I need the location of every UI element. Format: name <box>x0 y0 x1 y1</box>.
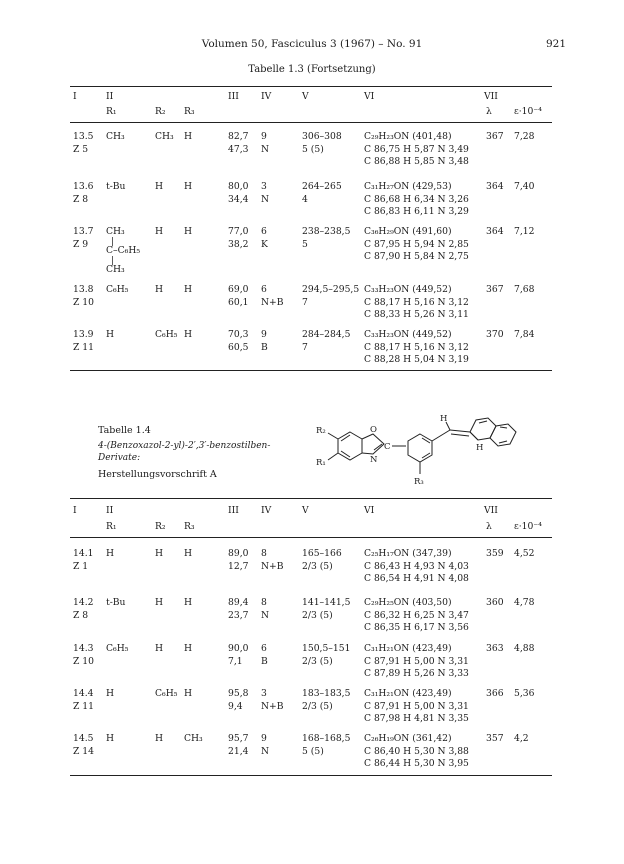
melting-point: 264–265 <box>302 181 342 192</box>
col-iv-value: 3 <box>261 688 267 699</box>
col-iv-value: 9 <box>261 131 267 142</box>
col-iii-value: 69,0 <box>228 284 249 295</box>
epsilon-value: 7,40 <box>514 181 535 192</box>
col-iv-value: 8 <box>261 597 267 608</box>
col-iii-value: 34,4 <box>228 193 249 205</box>
compound-number: Z 10 <box>73 655 94 667</box>
substituent-r1: t-Bu <box>106 181 126 192</box>
epsilon-value: 4,2 <box>514 733 529 744</box>
substituent-r2: CH₃ <box>155 131 174 142</box>
melting-point: 2/3 (5) <box>302 655 333 667</box>
substituent-r1: H <box>106 329 115 340</box>
substituent-r2: H <box>155 733 164 744</box>
elemental-analysis: C 87,91 H 5,00 N 3,31 <box>364 655 469 667</box>
substituent-r3: H <box>184 597 193 608</box>
substituent-r1: C₆H₅ <box>106 643 129 654</box>
elemental-analysis: C 88,33 H 5,26 N 3,11 <box>364 309 469 321</box>
col-iii-header: III <box>228 91 239 102</box>
col-vii-header: VII <box>484 91 498 102</box>
compound-number: Z 1 <box>73 560 89 572</box>
compound-number: 14.4 <box>73 688 94 699</box>
elemental-analysis: C 87,98 H 4,81 N 3,35 <box>364 713 469 725</box>
substituent-r2: C₆H₅ <box>155 329 178 340</box>
col-iv-value: N+B <box>261 296 284 308</box>
molecular-formula: C₃₆H₂₉ON (491,60) <box>364 226 452 237</box>
substituent-r2: H <box>155 597 164 608</box>
table1-bottom-rule <box>70 370 552 371</box>
col-iv-value: N <box>261 609 270 621</box>
elemental-analysis: C 86,40 H 5,30 N 3,88 <box>364 745 469 757</box>
molecular-formula: C₂₆H₁₉ON (361,42) <box>364 733 452 744</box>
col-iv-value: N <box>261 193 270 205</box>
elemental-analysis: C 86,54 H 4,91 N 4,08 <box>364 573 469 585</box>
substituent-r2: C₆H₅ <box>155 688 178 699</box>
elemental-analysis: C 87,95 H 5,94 N 2,85 <box>364 238 469 250</box>
epsilon-value: 4,78 <box>514 597 535 608</box>
compound-number: Z 5 <box>73 143 89 155</box>
substituent-r3: H <box>184 226 193 237</box>
col-iv-value: 8 <box>261 548 267 559</box>
molecular-formula: C₃₃H₂₃ON (449,52) <box>364 329 452 340</box>
col-vi-header: VI <box>364 505 375 516</box>
substituent-r1: H <box>106 733 115 744</box>
compound-number: 14.1 <box>73 548 94 559</box>
struct-c-label: C <box>384 442 391 452</box>
lambda-value: 366 <box>486 688 504 699</box>
melting-point: 2/3 (5) <box>302 560 333 572</box>
melting-point: 238–238,5 <box>302 226 351 237</box>
col-lambda-header: λ <box>486 521 492 532</box>
elemental-analysis: C 87,91 H 5,00 N 3,31 <box>364 700 469 712</box>
melting-point: 5 (5) <box>302 745 324 757</box>
melting-point: 5 <box>302 238 308 250</box>
epsilon-value: 4,88 <box>514 643 535 654</box>
substituent-r1: H <box>106 548 115 559</box>
table1-header-rule <box>70 122 552 123</box>
journal-header: Volumen 50, Fasciculus 3 (1967) – No. 91 <box>201 38 423 50</box>
lambda-value: 370 <box>486 329 504 340</box>
col-iv-value: N+B <box>261 560 284 572</box>
col-iv-value: 9 <box>261 329 267 340</box>
col-iv-value: B <box>261 655 268 667</box>
melting-point: 141–141,5 <box>302 597 351 608</box>
elemental-analysis: C 87,89 H 5,26 N 3,33 <box>364 668 469 680</box>
substituent-r3: H <box>184 131 193 142</box>
struct-r3-label: R₃ <box>414 477 424 487</box>
phenylene-ring <box>408 434 432 462</box>
struct-r1-label: R₁ <box>316 458 326 468</box>
substituent-r1: t-Bu <box>106 597 126 608</box>
substituent-r2: H <box>155 181 164 192</box>
col-i-header: I <box>73 505 77 516</box>
lambda-value: 367 <box>486 131 504 142</box>
melting-point: 294,5–295,5 <box>302 284 360 295</box>
compound-number: Z 8 <box>73 609 89 621</box>
compound-number: 13.9 <box>73 329 94 340</box>
compound-number: Z 8 <box>73 193 89 205</box>
col-iii-value: 38,2 <box>228 238 249 250</box>
naphthalene-ring-1 <box>470 418 496 440</box>
col-lambda-header: λ <box>486 106 492 117</box>
compound-number: Z 9 <box>73 238 89 250</box>
col-iv-header: IV <box>261 505 272 516</box>
substituent-r3: H <box>184 643 193 654</box>
molecular-formula: C₃₁H₂₁ON (423,49) <box>364 688 452 699</box>
col-iv-value: 6 <box>261 226 267 237</box>
col-iii-value: 21,4 <box>228 745 249 757</box>
col-iv-value: 6 <box>261 643 267 654</box>
col-iii-value: 89,4 <box>228 597 249 608</box>
col-r1-header: R₁ <box>106 106 117 117</box>
molecular-formula: C₂₅H₁₇ON (347,39) <box>364 548 452 559</box>
compound-number: 14.2 <box>73 597 94 608</box>
compound-number: 14.3 <box>73 643 94 654</box>
epsilon-value: 7,68 <box>514 284 535 295</box>
lambda-value: 364 <box>486 226 504 237</box>
col-iii-value: 47,3 <box>228 143 249 155</box>
molecular-formula: C₃₃H₂₃ON (449,52) <box>364 284 452 295</box>
elemental-analysis: C 86,88 H 5,85 N 3,48 <box>364 156 469 168</box>
substituent-r1: CH₃ <box>106 264 125 275</box>
col-iv-value: B <box>261 341 268 353</box>
col-r2-header: R₂ <box>155 106 166 117</box>
col-iii-value: 95,8 <box>228 688 249 699</box>
col-ii-header: II <box>106 91 114 102</box>
col-r3-header: R₃ <box>184 106 195 117</box>
col-iii-value: 77,0 <box>228 226 249 237</box>
col-iii-value: 70,3 <box>228 329 249 340</box>
col-iii-value: 12,7 <box>228 560 249 572</box>
col-iv-value: N <box>261 143 270 155</box>
elemental-analysis: C 87,90 H 5,84 N 2,75 <box>364 251 469 263</box>
melting-point: 2/3 (5) <box>302 700 333 712</box>
table2-header-rule <box>70 537 552 538</box>
col-iii-value: 9,4 <box>228 700 243 712</box>
compound-number: Z 11 <box>73 700 94 712</box>
melting-point: 306–308 <box>302 131 342 142</box>
elemental-analysis: C 86,75 H 5,87 N 3,49 <box>364 143 469 155</box>
col-vii-header: VII <box>484 505 498 516</box>
lambda-value: 357 <box>486 733 504 744</box>
elemental-analysis: C 86,44 H 5,30 N 3,95 <box>364 758 469 770</box>
col-iii-value: 23,7 <box>228 609 249 621</box>
substituent-r1: H <box>106 688 115 699</box>
melting-point: 5 (5) <box>302 143 324 155</box>
epsilon-value: 4,52 <box>514 548 535 559</box>
col-i-header: I <box>73 91 77 102</box>
table1-caption: Tabelle 1.3 (Fortsetzung) <box>248 64 376 75</box>
col-iii-header: III <box>228 505 239 516</box>
table2-subtitle: 4-(Benzoxazol-2-yl)-2′,3′-benzostilben-Derivate: <box>98 441 271 463</box>
col-r2-header: R₂ <box>155 521 166 532</box>
col-iv-value: 9 <box>261 733 267 744</box>
compound-number: 14.5 <box>73 733 94 744</box>
col-iii-value: 7,1 <box>228 655 243 667</box>
table1-top-rule <box>70 86 552 87</box>
col-iii-value: 82,7 <box>228 131 249 142</box>
substituent-r3: H <box>184 181 193 192</box>
col-r1-header: R₁ <box>106 521 117 532</box>
table2-top-rule <box>70 498 552 499</box>
col-ii-header: II <box>106 505 114 516</box>
substituent-r3: CH₃ <box>184 733 203 744</box>
lambda-value: 367 <box>486 284 504 295</box>
struct-h2-label: H <box>476 443 484 453</box>
col-v-header: V <box>302 505 309 516</box>
elemental-analysis: C 88,17 H 5,16 N 3,12 <box>364 341 469 353</box>
substituent-r1: CH₃ <box>106 131 125 142</box>
col-epsilon-header: ε·10⁻⁴ <box>514 106 542 117</box>
molecular-formula: C₂₉H₂₃ON (401,48) <box>364 131 452 142</box>
epsilon-value: 7,12 <box>514 226 535 237</box>
melting-point: 150,5–151 <box>302 643 351 654</box>
col-iv-value: N <box>261 745 270 757</box>
melting-point: 7 <box>302 341 308 353</box>
lambda-value: 359 <box>486 548 504 559</box>
benzoxazolyl-benzostilbene-structure <box>310 410 540 498</box>
elemental-analysis: C 88,17 H 5,16 N 3,12 <box>364 296 469 308</box>
molecular-formula: C₃₁H₂₇ON (429,53) <box>364 181 452 192</box>
struct-n-label: N <box>370 455 378 465</box>
elemental-analysis: C 86,43 H 4,93 N 4,03 <box>364 560 469 572</box>
epsilon-value: 7,84 <box>514 329 535 340</box>
substituent-r2: H <box>155 284 164 295</box>
col-r3-header: R₃ <box>184 521 195 532</box>
elemental-analysis: C 86,32 H 6,25 N 3,47 <box>364 609 469 621</box>
melting-point: 183–183,5 <box>302 688 351 699</box>
elemental-analysis: C 86,35 H 6,17 N 3,56 <box>364 622 469 634</box>
elemental-analysis: C 86,68 H 6,34 N 3,26 <box>364 193 469 205</box>
compound-number: Z 14 <box>73 745 94 757</box>
oxazole-ring <box>362 434 384 454</box>
substituent-r3: H <box>184 329 193 340</box>
compound-number: 13.8 <box>73 284 94 295</box>
table2-caption: Tabelle 1.4 <box>98 425 151 436</box>
epsilon-value: 5,36 <box>514 688 535 699</box>
col-epsilon-header: ε·10⁻⁴ <box>514 521 542 532</box>
melting-point: 7 <box>302 296 308 308</box>
substituent-r1: | <box>111 254 115 266</box>
melting-point: 4 <box>302 193 308 205</box>
col-iii-value: 80,0 <box>228 181 249 192</box>
compound-number: Z 11 <box>73 341 94 353</box>
epsilon-value: 7,28 <box>514 131 535 142</box>
melting-point: 284–284,5 <box>302 329 351 340</box>
col-iv-value: 3 <box>261 181 267 192</box>
compound-number: 13.6 <box>73 181 94 192</box>
substituent-r3: H <box>184 548 193 559</box>
struct-h1-label: H <box>440 414 448 424</box>
substituent-r2: H <box>155 548 164 559</box>
elemental-analysis: C 86,83 H 6,11 N 3,29 <box>364 206 469 218</box>
lambda-value: 364 <box>486 181 504 192</box>
benzo-ring <box>338 432 362 460</box>
col-iii-value: 60,5 <box>228 341 249 353</box>
molecular-formula: C₃₁H₂₁ON (423,49) <box>364 643 452 654</box>
melting-point: 165–166 <box>302 548 342 559</box>
col-vi-header: VI <box>364 91 375 102</box>
table2-bottom-rule <box>70 775 552 776</box>
col-iv-value: K <box>261 238 268 250</box>
compound-number: Z 10 <box>73 296 94 308</box>
substituent-r1: CH₃ <box>106 226 125 237</box>
col-iii-value: 90,0 <box>228 643 249 654</box>
lambda-value: 360 <box>486 597 504 608</box>
col-iii-value: 89,0 <box>228 548 249 559</box>
col-iii-value: 60,1 <box>228 296 249 308</box>
elemental-analysis: C 88,28 H 5,04 N 3,19 <box>364 354 469 366</box>
col-iii-value: 95,7 <box>228 733 249 744</box>
substituent-r3: H <box>184 688 193 699</box>
struct-o-label: O <box>370 425 377 435</box>
molecular-formula: C₂₉H₂₅ON (403,50) <box>364 597 452 608</box>
substituent-r1: | <box>111 235 115 247</box>
substituent-r2: H <box>155 643 164 654</box>
col-v-header: V <box>302 91 309 102</box>
substituent-r1: C–C₆H₅ <box>106 245 141 256</box>
struct-r2-label: R₂ <box>316 426 326 436</box>
compound-number: 13.7 <box>73 226 94 237</box>
substituent-r2: H <box>155 226 164 237</box>
page-number: 921 <box>545 38 566 50</box>
melting-point: 168–168,5 <box>302 733 351 744</box>
substituent-r3: H <box>184 284 193 295</box>
compound-number: 13.5 <box>73 131 94 142</box>
substituent-r1: C₆H₅ <box>106 284 129 295</box>
col-iv-value: N+B <box>261 700 284 712</box>
table2-method: Herstellungsvorschrift A <box>98 469 217 480</box>
col-iv-value: 6 <box>261 284 267 295</box>
col-iv-header: IV <box>261 91 272 102</box>
melting-point: 2/3 (5) <box>302 609 333 621</box>
lambda-value: 363 <box>486 643 504 654</box>
